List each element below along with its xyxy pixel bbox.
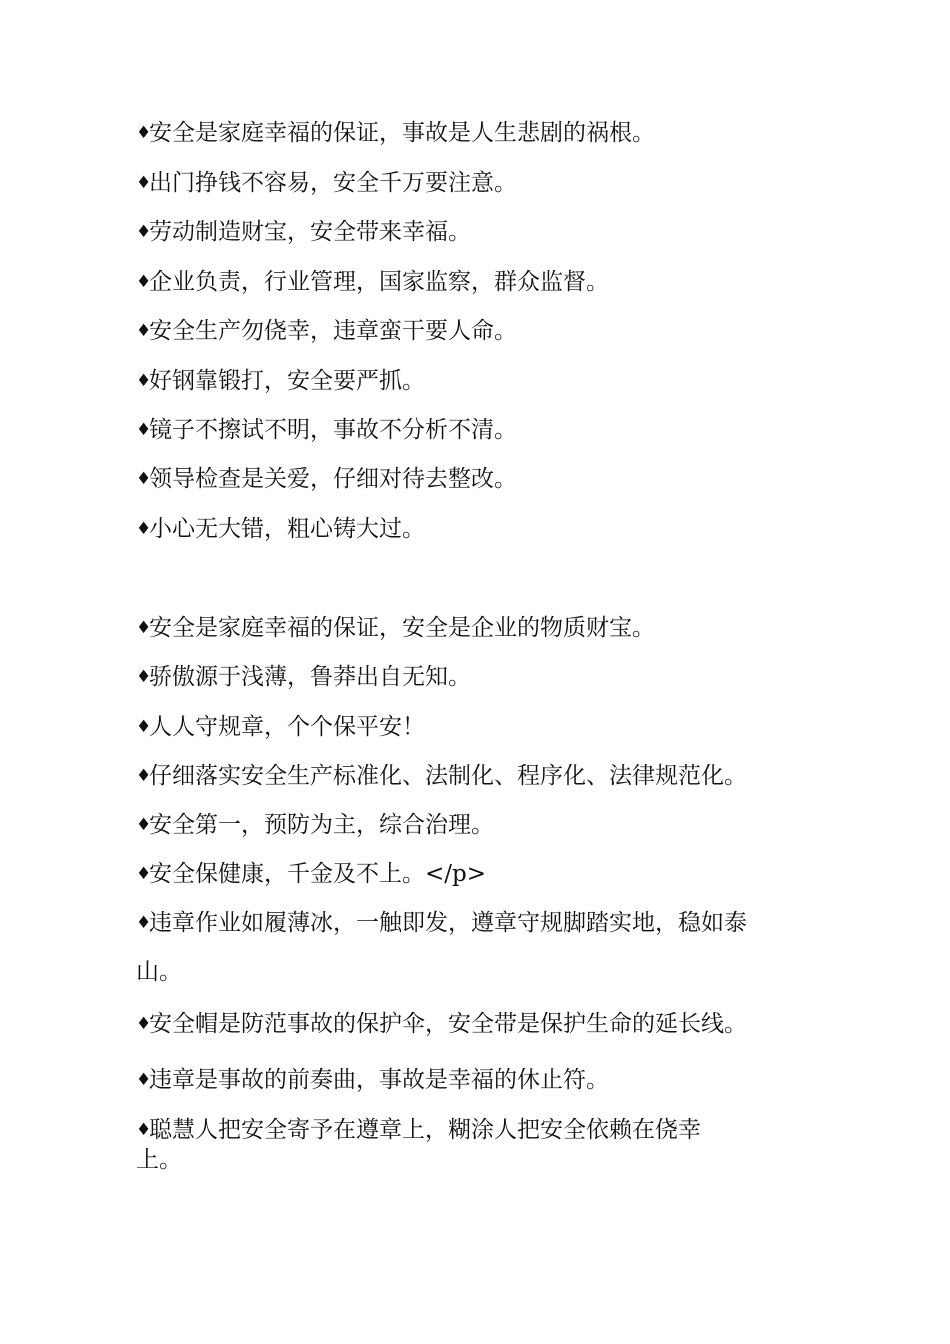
slogan-line [136, 367, 425, 395]
diamond-bullet-icon: ♦ [136, 272, 152, 292]
slogan-text: 出门挣钱不容易，安全千万要注意。 [149, 170, 517, 196]
slogan-line [136, 762, 747, 790]
slogan-line [136, 218, 471, 246]
diamond-bullet-icon: ♦ [136, 1120, 152, 1140]
slogan-line [136, 614, 655, 642]
slogan-line-continuation [136, 1146, 182, 1174]
slogan-line-continuation [136, 958, 182, 986]
slogan-text: 聪慧人把安全寄予在遵章上，糊涂人把安全依赖在侥幸 [149, 1117, 701, 1143]
slogan-text: 安全帽是防范事故的保护伞，安全带是保护生命的延长线。 [149, 1011, 747, 1037]
slogan-text: 人人守规章，个个保平安！ [149, 714, 425, 740]
slogan-line [136, 909, 747, 937]
slogan-text: 骄傲源于浅薄，鲁莽出自无知。 [149, 664, 471, 690]
slogan-text: 安全第一，预防为主，综合治理。 [149, 812, 494, 838]
diamond-bullet-icon: ♦ [136, 864, 152, 884]
diamond-bullet-icon: ♦ [136, 815, 152, 835]
diamond-bullet-icon: ♦ [136, 321, 152, 341]
diamond-bullet-icon: ♦ [136, 519, 152, 539]
slogan-line [136, 119, 655, 147]
slogan-line [136, 416, 517, 444]
diamond-bullet-icon: ♦ [136, 667, 152, 687]
diamond-bullet-icon: ♦ [136, 123, 152, 143]
slogan-line [136, 1010, 747, 1038]
slogan-line [136, 663, 471, 691]
slogan-line [136, 268, 609, 296]
slogan-line [136, 515, 425, 543]
diamond-bullet-icon: ♦ [136, 420, 152, 440]
diamond-bullet-icon: ♦ [136, 469, 152, 489]
slogan-text: 好钢靠锻打，安全要严抓。 [149, 368, 425, 394]
slogan-line [136, 1066, 609, 1094]
slogan-text: 小心无大错，粗心铸大过。 [149, 516, 425, 542]
slogan-line [136, 811, 494, 839]
slogan-text: 镜子不擦试不明，事故不分析不清。 [149, 417, 517, 443]
slogan-line [136, 317, 517, 345]
diamond-bullet-icon: ♦ [136, 173, 152, 193]
slogan-text: 劳动制造财宝，安全带来幸福。 [149, 219, 471, 245]
diamond-bullet-icon: ♦ [136, 1014, 152, 1034]
slogan-text: 安全是家庭幸福的保证，安全是企业的物质财宝。 [149, 615, 655, 641]
slogan-line [136, 465, 517, 493]
slogan-text: 安全是家庭幸福的保证，事故是人生悲剧的祸根。 [149, 120, 655, 146]
slogan-line [136, 713, 425, 741]
slogan-line [136, 1116, 701, 1144]
slogan-text: 违章作业如履薄冰，一触即发，遵章守规脚踏实地，稳如泰 [149, 910, 747, 936]
diamond-bullet-icon: ♦ [136, 913, 152, 933]
diamond-bullet-icon: ♦ [136, 618, 152, 638]
slogan-text: 企业负责，行业管理，国家监察，群众监督。 [149, 269, 609, 295]
diamond-bullet-icon: ♦ [136, 371, 152, 391]
diamond-bullet-icon: ♦ [136, 1070, 152, 1090]
slogan-text: 山。 [136, 959, 182, 985]
slogan-text: 违章是事故的前奏曲，事故是幸福的休止符。 [149, 1067, 609, 1093]
slogan-line [136, 169, 517, 197]
slogan-text: 安全生产勿侥幸，违章蛮干要人命。 [149, 318, 517, 344]
slogan-text: 领导检查是关爱，仔细对待去整改。 [149, 466, 517, 492]
slogan-text: 上。 [136, 1147, 182, 1173]
diamond-bullet-icon: ♦ [136, 766, 152, 786]
slogan-text: 安全保健康，千金及不上。</p> [149, 861, 487, 887]
slogan-line [136, 860, 486, 888]
diamond-bullet-icon: ♦ [136, 717, 152, 737]
diamond-bullet-icon: ♦ [136, 222, 152, 242]
slogan-text: 仔细落实安全生产标准化、法制化、程序化、法律规范化。 [149, 763, 747, 789]
